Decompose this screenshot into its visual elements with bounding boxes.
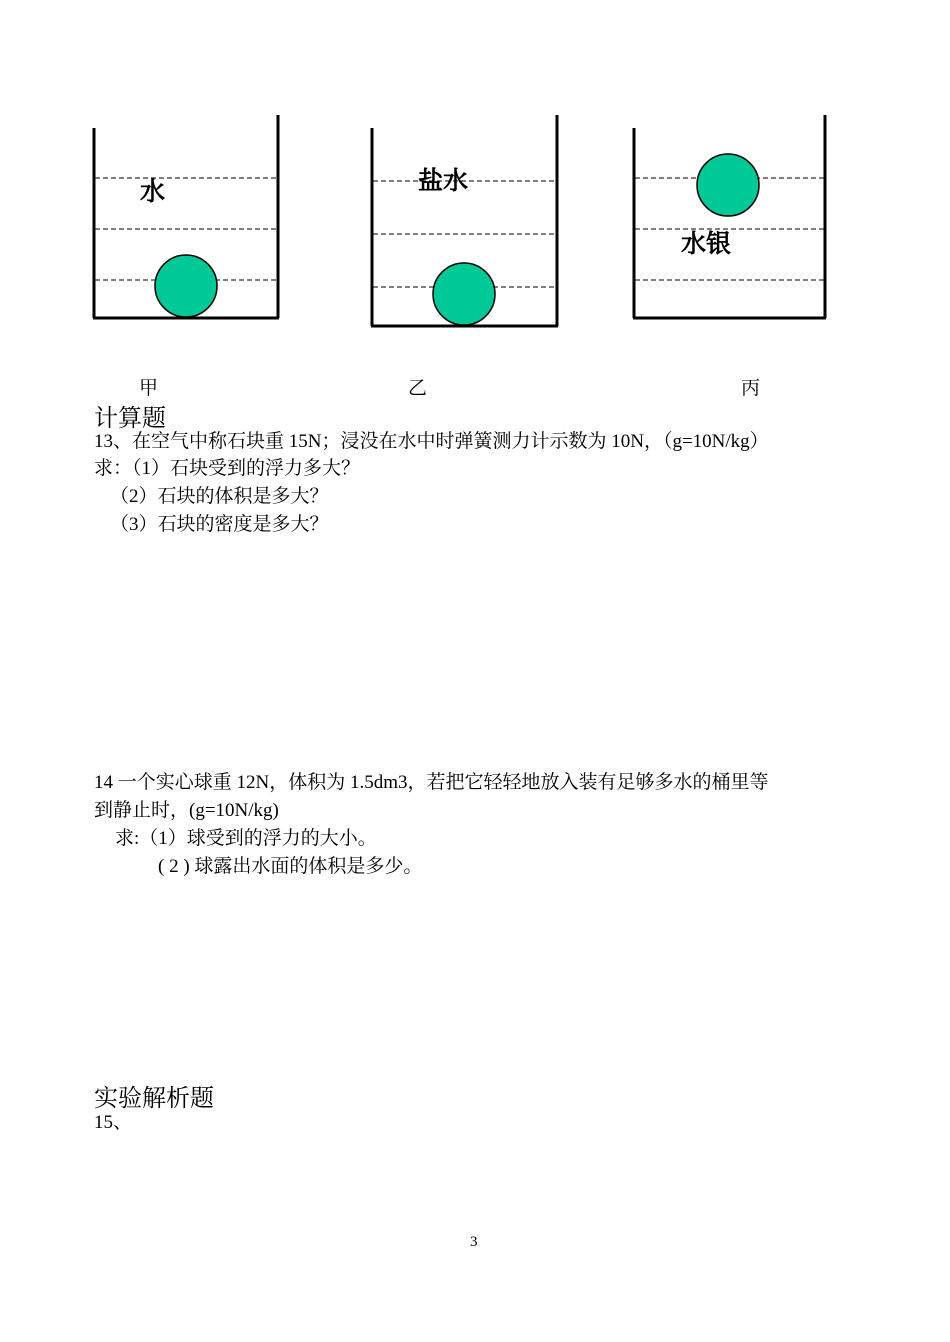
- page-number: 3: [470, 1234, 478, 1250]
- caption-bing: 丙: [741, 378, 761, 399]
- q14-line3: 求:（1）球受到的浮力的大小。: [115, 828, 377, 849]
- q13-line4: （3）石块的密度是多大？: [110, 514, 329, 535]
- liquid-label-mercury: 水银: [681, 229, 732, 258]
- beaker-jia: [93, 115, 279, 318]
- beaker-bing: [633, 115, 826, 318]
- q14-line1: 14 一个实心球重 12N，体积为 1.5dm3，若把它轻轻地放入装有足够多水的桶里等: [94, 772, 769, 793]
- q13-line3: （2）石块的体积是多大？: [110, 486, 329, 507]
- liquid-label-salt-water: 盐水: [418, 166, 469, 195]
- q13-line2: 求：（1）石块受到的浮力多大？: [94, 458, 361, 479]
- liquid-label-water: 水: [140, 177, 166, 206]
- q15-line1: 15、: [94, 1112, 133, 1133]
- caption-yi: 乙: [408, 378, 428, 399]
- beaker-yi: [371, 115, 558, 326]
- ball-bing: [697, 154, 759, 216]
- q13-line1: 13、在空气中称石块重 15N；浸没在水中时弹簧测力计示数为 10N，（g=10N/kg）: [94, 431, 769, 452]
- q14-line2: 到静止时，(g=10N/kg): [94, 800, 279, 821]
- ball-yi: [433, 263, 495, 325]
- experiment-section-heading: 实验解析题: [94, 1084, 214, 1112]
- calc-section-heading: 计算题: [94, 404, 166, 432]
- ball-jia: [155, 255, 217, 317]
- caption-jia: 甲: [139, 378, 159, 399]
- q14-line4: ( 2 ) 球露出水面的体积是多少。: [158, 856, 423, 877]
